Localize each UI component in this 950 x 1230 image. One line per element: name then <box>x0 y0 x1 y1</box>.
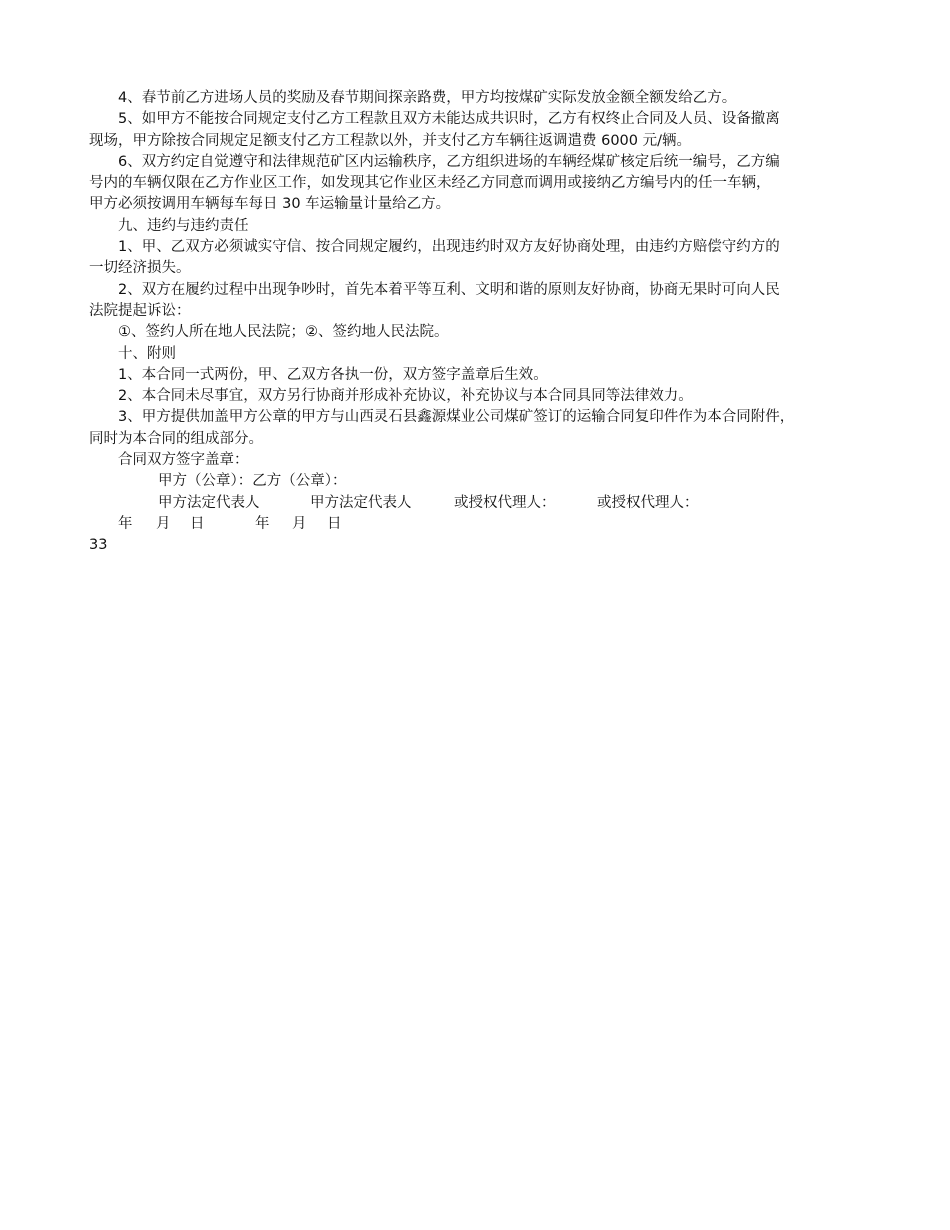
date-month-a: 月 <box>156 515 171 532</box>
clause-9-2-line-1: 2、双方在履约过程中出现争吵时，首先本着平等互利、文明和谐的原则友好协商，协商无果时可向人民 <box>118 281 780 298</box>
clause-6-line-1: 6、双方约定自觉遵守和法律规范矿区内运输秩序，乙方组织进场的车辆经煤矿核定后统一编号，乙方编 <box>118 153 780 170</box>
clause-9-1-line-1: 1、甲、乙双方必须诚实守信、按合同规定履约，出现违约时双方友好协商处理，由违约方赔偿守约方的 <box>118 239 780 256</box>
party-a-agent: 或授权代理人： <box>454 494 556 511</box>
court-options: ①、签约人所在地人民法院；②、签约地人民法院。 <box>118 324 449 341</box>
section-heading-10: 十、附则 <box>118 345 176 362</box>
date-line <box>89 514 879 535</box>
page-number: 33 <box>89 537 108 554</box>
date-day-a: 日 <box>190 515 205 532</box>
date-year-a: 年 <box>118 515 133 532</box>
party-b-representative: 甲方法定代表人 <box>310 494 412 511</box>
clause-5-line-2: 现场，甲方除按合同规定足额支付乙方工程款以外，并支付乙方车辆往返调遣费 6000 元/辆。 <box>89 132 692 149</box>
clause-5-line-1: 5、如甲方不能按合同规定支付乙方工程款且双方未能达成共识时，乙方有权终止合同及人员、设备撤离 <box>118 111 780 128</box>
date-day-b: 日 <box>327 515 342 532</box>
clause-10-3-line-2: 同时为本合同的组成部分。 <box>89 430 263 447</box>
clause-10-3-line-1: 3、甲方提供加盖甲方公章的甲方与山西灵石县鑫源煤业公司煤矿签订的运输合同复印件作为本合同附件， <box>118 409 795 426</box>
party-a-representative: 甲方法定代表人 <box>158 494 260 511</box>
clause-9-1-line-2: 一切经济损失。 <box>89 260 191 277</box>
party-b-agent: 或授权代理人： <box>597 494 699 511</box>
clause-6-line-3: 甲方必须按调用车辆每车每日 30 车运输量计量给乙方。 <box>89 196 451 213</box>
clause-9-2-line-2: 法院提起诉讼： <box>89 302 191 319</box>
section-heading-9: 九、违约与违约责任 <box>118 217 249 234</box>
seal-line: 甲方（公章）：乙方（公章）： <box>158 473 347 490</box>
clause-6-line-2: 号内的车辆仅限在乙方作业区工作，如发现其它作业区未经乙方同意而调用或接纳乙方编号内的任一车辆， <box>89 175 771 192</box>
document-page <box>89 88 879 557</box>
date-month-b: 月 <box>292 515 307 532</box>
representative-line <box>89 493 879 514</box>
clause-4: 4、春节前乙方进场人员的奖励及春节期间探亲路费，甲方均按煤矿实际发放金额全额发给乙方。 <box>118 90 737 106</box>
clause-10-1: 1、本合同一式两份，甲、乙双方各执一份，双方签字盖章后生效。 <box>118 366 548 383</box>
date-year-b: 年 <box>255 515 270 532</box>
clause-10-2: 2、本合同未尽事宜，双方另行协商并形成补充协议，补充协议与本合同具同等法律效力。 <box>118 388 693 405</box>
signature-heading: 合同双方签字盖章： <box>118 452 249 469</box>
